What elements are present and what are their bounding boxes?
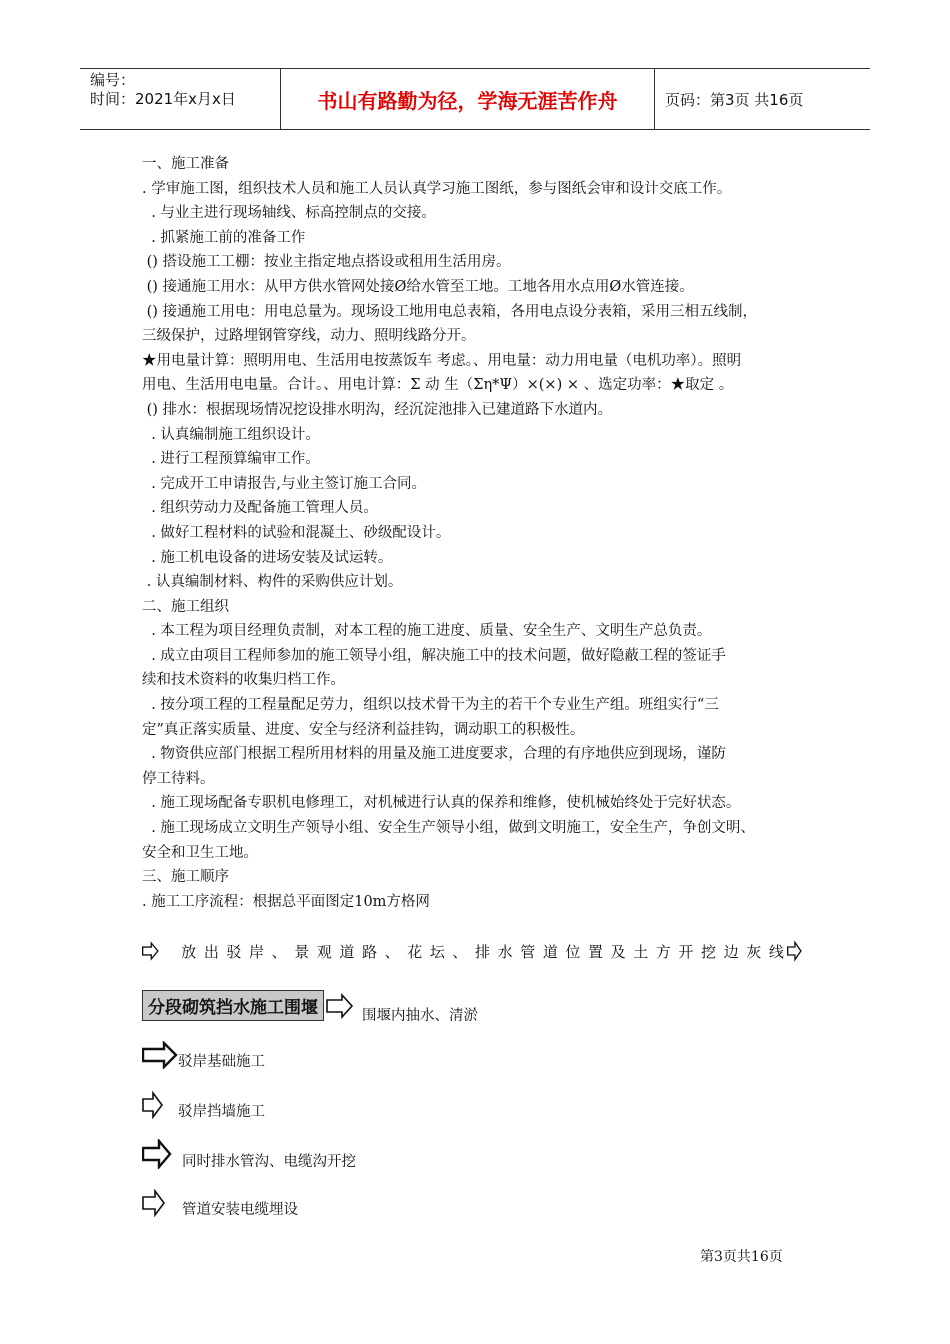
section-heading: 二、施工组织 (142, 598, 229, 615)
text-line: . 进行工程预算编审工作。 (142, 451, 320, 468)
text-line: . 完成开工申请报告,与业主签订施工合同。 (142, 475, 427, 492)
text-line: 安全和卫生工地。 (142, 844, 258, 861)
document-body (142, 152, 832, 914)
flow-step-1 (142, 936, 802, 966)
text-line: . 按分项工程的工程量配足劳力，组织以技术骨干为主的若干个专业生产组。班组实行“三 (142, 697, 719, 714)
arrow-right-icon (142, 1139, 172, 1169)
flow-step-3 (142, 1038, 265, 1071)
flow-step-text: 驳岸挡墙施工 (178, 1104, 265, 1120)
text-line: 停工待料。 (142, 770, 215, 787)
text-line: . 施工现场成立文明生产领导小组、安全生产领导小组，做到文明施工，安全生产，争创文明、 (142, 820, 755, 837)
header-meta (80, 69, 281, 129)
text-line: . 认真编制施工组织设计。 (142, 426, 320, 443)
text-line: . 本工程为项目经理负责制，对本工程的施工进度、质量、安全生产、文明生产总负责。 (142, 623, 712, 640)
cofferdam-box: 分段砌筑挡水施工围堰 (142, 990, 324, 1021)
header-motto: 书山有路勤为径，学海无涯苦作舟 (281, 69, 655, 129)
text-line: . 认真编制材料、构件的采购供应计划。 (142, 574, 403, 591)
text-line: . 施工机电设备的进场安装及试运转。 (142, 549, 393, 566)
flow-step-text: 同时排水管沟、电缆沟开挖 (182, 1154, 356, 1170)
text-line: () 接通施工用水：从甲方供水管网处接Ø给水管至工地。工地各用水点用Ø水管连接。 (142, 278, 694, 295)
text-line: () 排水：根据现场情况挖设排水明沟，经沉淀池排入已建道路下水道内。 (142, 401, 613, 418)
text-line: . 抓紧施工前的准备工作 (142, 229, 306, 246)
flow-step-text: 驳岸基础施工 (178, 1054, 265, 1070)
text-line: . 组织劳动力及配备施工管理人员。 (142, 500, 378, 517)
text-line: . 施工现场配备专职机电修理工，对机械进行认真的保养和维修，使机械始终处于完好状态。 (142, 795, 741, 812)
flow-step-5 (142, 1136, 356, 1171)
text-line: . 成立由项目工程师参加的施工领导小组，解决施工中的技术问题，做好隐蔽工程的签证手 (142, 647, 726, 664)
flow-step-text: 围堰内抽水、清淤 (362, 1008, 478, 1024)
text-line: . 学审施工图，组织技术人员和施工人员认真学习施工图纸，参与图纸会审和设计交底工作。 (142, 180, 732, 197)
text-line: 续和技术资料的收集归档工作。 (142, 672, 345, 689)
section-heading: 三、施工顺序 (142, 869, 229, 886)
flow-step-2 (142, 986, 478, 1025)
text-line: 用电、生活用电电量。合计。、用电计算：Σ 动 生（Ση*Ψ）×(×) × 、选定功率：★取定 。 (142, 377, 734, 394)
arrow-right-icon (142, 1091, 164, 1119)
flow-step-text: 放出驳岸、景观道路、花坛、排水管道位置及土方开挖边灰线 (181, 942, 792, 961)
text-line: 三级保护，过路埋钢管穿线，动力、照明线路分开。 (142, 328, 476, 345)
arrow-right-icon (142, 937, 159, 965)
text-line: . 与业主进行现场轴线、标高控制点的交接。 (142, 205, 436, 222)
arrow-right-icon (142, 1189, 166, 1217)
number-label: 编号： (90, 71, 136, 89)
page-footer: 第3页共16页 (700, 1249, 783, 1265)
flow-step-text: 管道安装电缆埋设 (182, 1202, 298, 1218)
arrow-right-icon (142, 1041, 178, 1069)
text-line: ★用电量计算：照明用电、生活用电按蒸饭车 考虑。、用电量：动力用电量（电机功率）。照明 (142, 352, 742, 369)
page-header (80, 68, 870, 130)
flow-step-6 (142, 1186, 298, 1219)
flow-step-4 (142, 1088, 265, 1121)
header-page-label: 页码：第3页 共16页 (665, 90, 804, 109)
section-heading: 一、施工准备 (142, 156, 229, 172)
arrow-right-icon (326, 993, 354, 1019)
text-line: 定”真正落实质量、进度、安全与经济利益挂钩，调动职工的积极性。 (142, 721, 585, 738)
text-line: . 做好工程材料的试验和混凝土、砂级配设计。 (142, 524, 451, 541)
text-line: () 搭设施工工棚：按业主指定地点搭设或租用生活用房。 (142, 254, 511, 271)
arrow-right-icon (787, 936, 802, 966)
text-line: . 物资供应部门根据工程所用材料的用量及施工进度要求，合理的有序地供应到现场，谨防 (142, 746, 726, 763)
time-label: 时间：2021年x月x日 (90, 90, 236, 108)
text-line: . 施工工序流程：根据总平面图定10m方格网 (142, 893, 430, 910)
text-line: () 接通施工用电：用电总量为。现场设工地用电总表箱，各用电点设分表箱，采用三相五线制， (142, 303, 758, 320)
